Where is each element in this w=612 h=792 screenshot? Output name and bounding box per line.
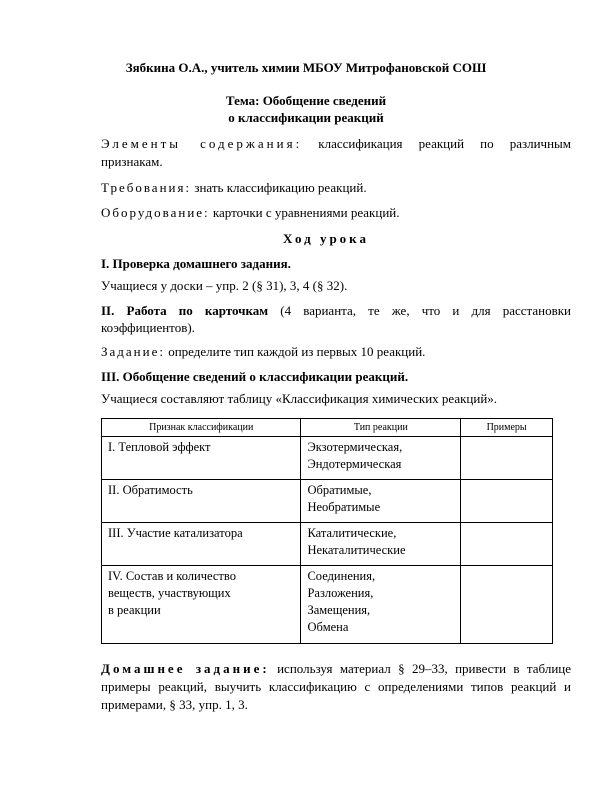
task-label: Задание: bbox=[101, 344, 165, 359]
elements-paragraph bbox=[101, 135, 571, 152]
table-row bbox=[102, 437, 553, 480]
table-row bbox=[102, 523, 553, 566]
section-1-text: Учащиеся у доски – упр. 2 (§ 31), 3, 4 (§ 32). bbox=[101, 278, 348, 293]
table-cell-type: Соединения, Разложения, Замещения, Обмена bbox=[301, 566, 461, 644]
section-1-heading: I. Проверка домашнего задания. bbox=[101, 256, 291, 271]
topic-line-1: Тема: Обобщение сведений bbox=[225, 93, 387, 108]
table-cell-examples bbox=[461, 566, 553, 644]
table-cell-examples bbox=[461, 480, 553, 523]
table-header-feature: Признак классификации bbox=[102, 419, 301, 437]
table-cell-type: Обратимые, Необратимые bbox=[301, 480, 461, 523]
table-row bbox=[102, 480, 553, 523]
table-header-examples: Примеры bbox=[461, 419, 553, 437]
homework-text-line-1: используя материал § 29–33, привести в таблице bbox=[277, 661, 571, 676]
equipment-text: карточки с уравнениями реакций. bbox=[212, 205, 400, 220]
topic-line-2: о классификации реакций bbox=[228, 110, 384, 125]
elements-text-line-2: признакам. bbox=[101, 154, 163, 169]
homework-text-line-2: примеры реакций, выучить классификацию с определениями типов реакций и bbox=[101, 679, 571, 694]
elements-label: Элементы содержания: bbox=[101, 136, 303, 151]
homework-paragraph bbox=[101, 660, 571, 677]
table-cell-examples bbox=[461, 437, 553, 480]
homework-label: Домашнее задание: bbox=[101, 661, 270, 676]
lesson-heading: Ход урока bbox=[283, 231, 369, 246]
requirements-text: знать классификацию реакций. bbox=[194, 180, 367, 195]
classification-table bbox=[101, 418, 553, 644]
table-header-row bbox=[102, 419, 553, 437]
elements-text-line-1: классификация реакций по различным bbox=[318, 136, 571, 151]
table-cell-feature: I. Тепловой эффект bbox=[102, 437, 301, 480]
section-2-heading: II. Работа по карточкам bbox=[101, 303, 269, 318]
table-cell-feature: IV. Состав и количество веществ, участвующих в реакции bbox=[102, 566, 301, 644]
section-3-heading: III. Обобщение сведений о классификации реакций. bbox=[101, 369, 409, 384]
section-2-paragraph bbox=[101, 302, 571, 319]
task-text: определите тип каждой из первых 10 реакций. bbox=[168, 344, 426, 359]
section-2-text-line-1: (4 варианта, те же, что и для расстановки bbox=[280, 303, 571, 318]
table-cell-feature: II. Обратимость bbox=[102, 480, 301, 523]
table-cell-examples bbox=[461, 523, 553, 566]
task-paragraph bbox=[101, 343, 425, 360]
section-2-text-line-2: коэффициентов). bbox=[101, 320, 195, 335]
homework-text-line-3: примерами, § 33, упр. 1, 3. bbox=[101, 697, 248, 712]
table-cell-type: Каталитические, Некаталитические bbox=[301, 523, 461, 566]
requirements-paragraph bbox=[101, 179, 367, 196]
table-cell-feature: III. Участие катализатора bbox=[102, 523, 301, 566]
requirements-label: Требования: bbox=[101, 180, 192, 195]
equipment-paragraph bbox=[101, 204, 400, 221]
table-header-type: Тип реакции bbox=[301, 419, 461, 437]
equipment-label: Оборудование: bbox=[101, 205, 210, 220]
section-3-text: Учащиеся составляют таблицу «Классификация химических реакций». bbox=[101, 391, 498, 406]
table-cell-type: Экзотермическая, Эндотермическая bbox=[301, 437, 461, 480]
author-line: Зябкина О.А., учитель химии МБОУ Митрофановской СОШ bbox=[125, 60, 487, 75]
table-row bbox=[102, 566, 553, 644]
